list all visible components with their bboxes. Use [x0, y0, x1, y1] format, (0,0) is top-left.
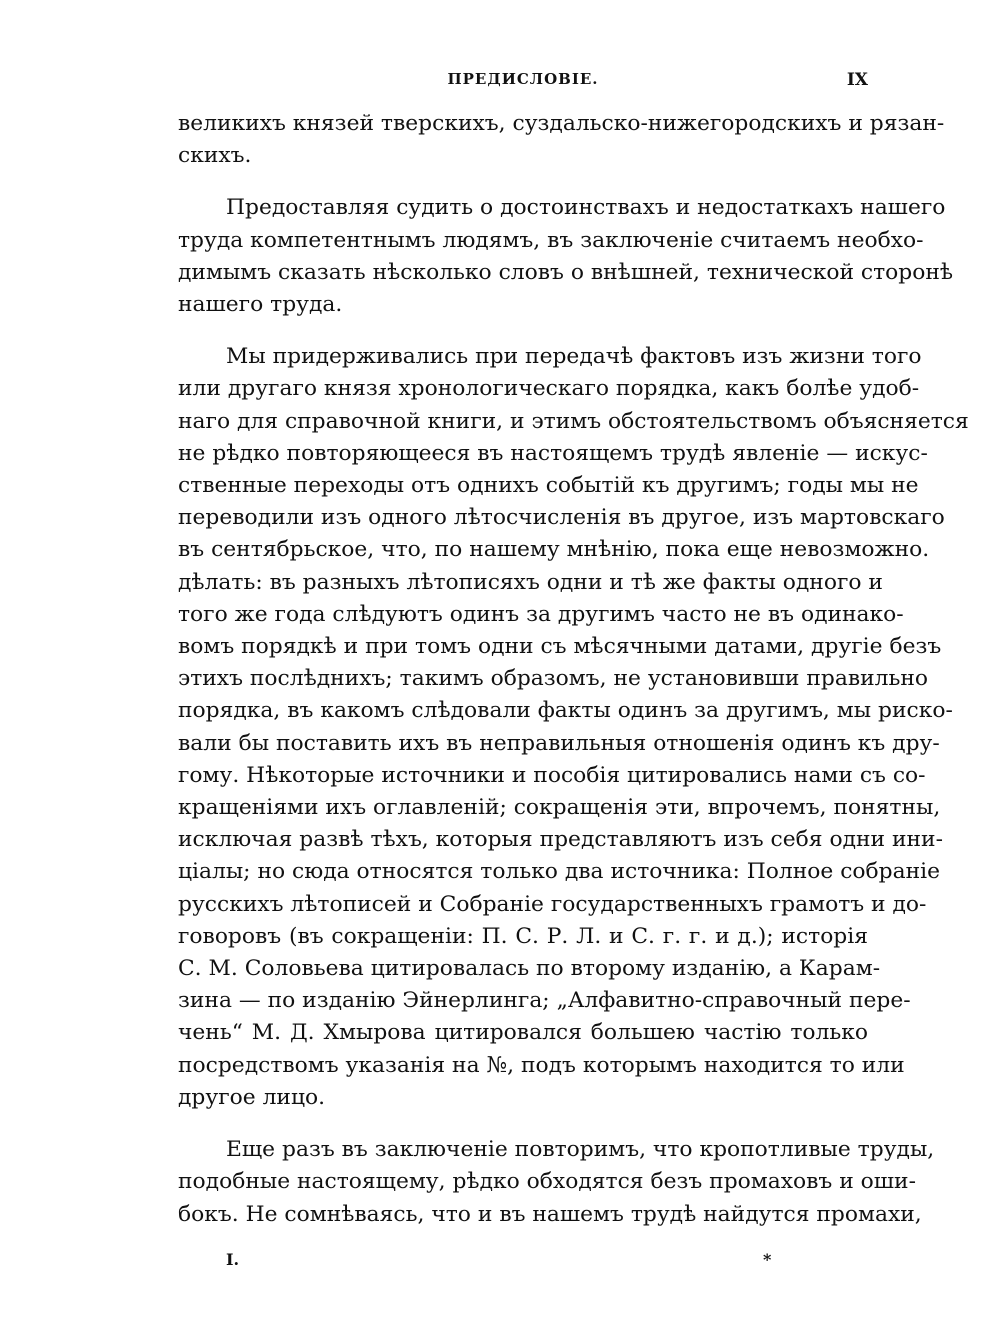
text-line: Мы придерживались при передачѣ фактовъ изъ жизни того [226, 344, 922, 370]
text-line: исключая развѣ тѣхъ, которыя представляютъ изъ себя одни ини- [178, 827, 943, 853]
text-line: димымъ сказать нѣсколько словъ о внѣшней, технической сторонѣ [178, 259, 954, 285]
text-line: наго для справочной книги, и этимъ обстоятельствомъ объясняется [178, 408, 969, 434]
text-line: вомъ порядкѣ и при томъ одни съ мѣсячными датами, другіе безъ [178, 634, 942, 660]
text-line: говоровъ (въ сокращеніи: П. С. Р. Л. и С. г. г. и д.); исторія [178, 923, 868, 949]
text-line: бокъ. Не сомнѣваясь, что и въ нашемъ трудѣ найдутся промахи, [178, 1201, 922, 1227]
text-line: зина — по изданію Эйнерлинга; „Алфавитно-справочный пере- [178, 988, 911, 1014]
text-line: Предоставляя судить о достоинствахъ и недостаткахъ нашего [226, 195, 946, 221]
text-line: ственные переходы отъ однихъ событій къ другимъ; годы мы не [178, 473, 919, 499]
text-line: дѣлать: въ разныхъ лѣтописяхъ одни и тѣ же факты одного и [178, 569, 883, 595]
text-line: кращеніями ихъ оглавленій; сокращенія эти, впрочемъ, понятны, [178, 795, 941, 821]
text-line: переводили изъ одного лѣтосчисленія въ другое, изъ мартовскаго [178, 505, 945, 531]
text-line: великихъ князей тверскихъ, суздальско-нижегородскихъ и рязан- [178, 111, 945, 136]
text-line: нашего труда. [178, 292, 343, 318]
text-line: С. М. Соловьева цитировалась по второму изданію, а Карам- [178, 956, 881, 982]
text-line: не рѣдко повторяющееся въ настоящемъ трудѣ явленіе — искус- [178, 440, 928, 466]
page-number: IX [846, 70, 868, 90]
text-line: гому. Нѣкоторые источники и пособія цитировались нами съ со- [178, 762, 926, 788]
paragraph-method [178, 341, 969, 1114]
text-line: чень“ М. Д. Хмырова цитировался большею частію только [178, 1020, 868, 1046]
text-line: ціалы; но сюда относятся только два источника: Полное собраніе [178, 859, 941, 885]
paragraph-assessment [178, 192, 954, 321]
paragraph-conclusion [178, 1134, 935, 1231]
text-line: другое лицо. [178, 1084, 326, 1110]
text-line: скихъ. [178, 143, 252, 169]
text-line: этихъ послѣднихъ; такимъ образомъ, не установивши правильно [178, 666, 929, 692]
signature-mark: I. [226, 1250, 240, 1269]
running-head [178, 70, 868, 100]
text-line: посредствомъ указанія на №, подъ которымъ находится то или [178, 1052, 905, 1078]
page-footer [178, 1250, 868, 1274]
text-line: порядка, въ какомъ слѣдовали факты одинъ за другимъ, мы риско- [178, 698, 953, 724]
text-line: въ сентябрьское, что, по нашему мнѣнію, пока еще невозможно. [178, 537, 930, 563]
footer-asterisk: * [763, 1250, 772, 1269]
paragraph-continuation [178, 108, 945, 172]
text-line: или другаго князя хронологическаго порядка, какъ болѣе удоб- [178, 376, 920, 402]
text-line: Еще разъ въ заключеніе повторимъ, что кропотливые труды, [226, 1137, 935, 1163]
text-line: труда компетентнымъ людямъ, въ заключеніе считаемъ необхо- [178, 227, 924, 253]
body-text [178, 108, 969, 1231]
text-line: того же года слѣдуютъ одинъ за другимъ часто не въ одинако- [178, 601, 904, 627]
text-line: подобные настоящему, рѣдко обходятся безъ промаховъ и оши- [178, 1169, 916, 1195]
running-title: ПРЕДИСЛОВІЕ. [447, 70, 599, 88]
text-line: русскихъ лѣтописей и Собраніе государственныхъ грамотъ и до- [178, 891, 927, 917]
text-line: вали бы поставить ихъ въ неправильныя отношенія одинъ къ дру- [178, 730, 940, 756]
